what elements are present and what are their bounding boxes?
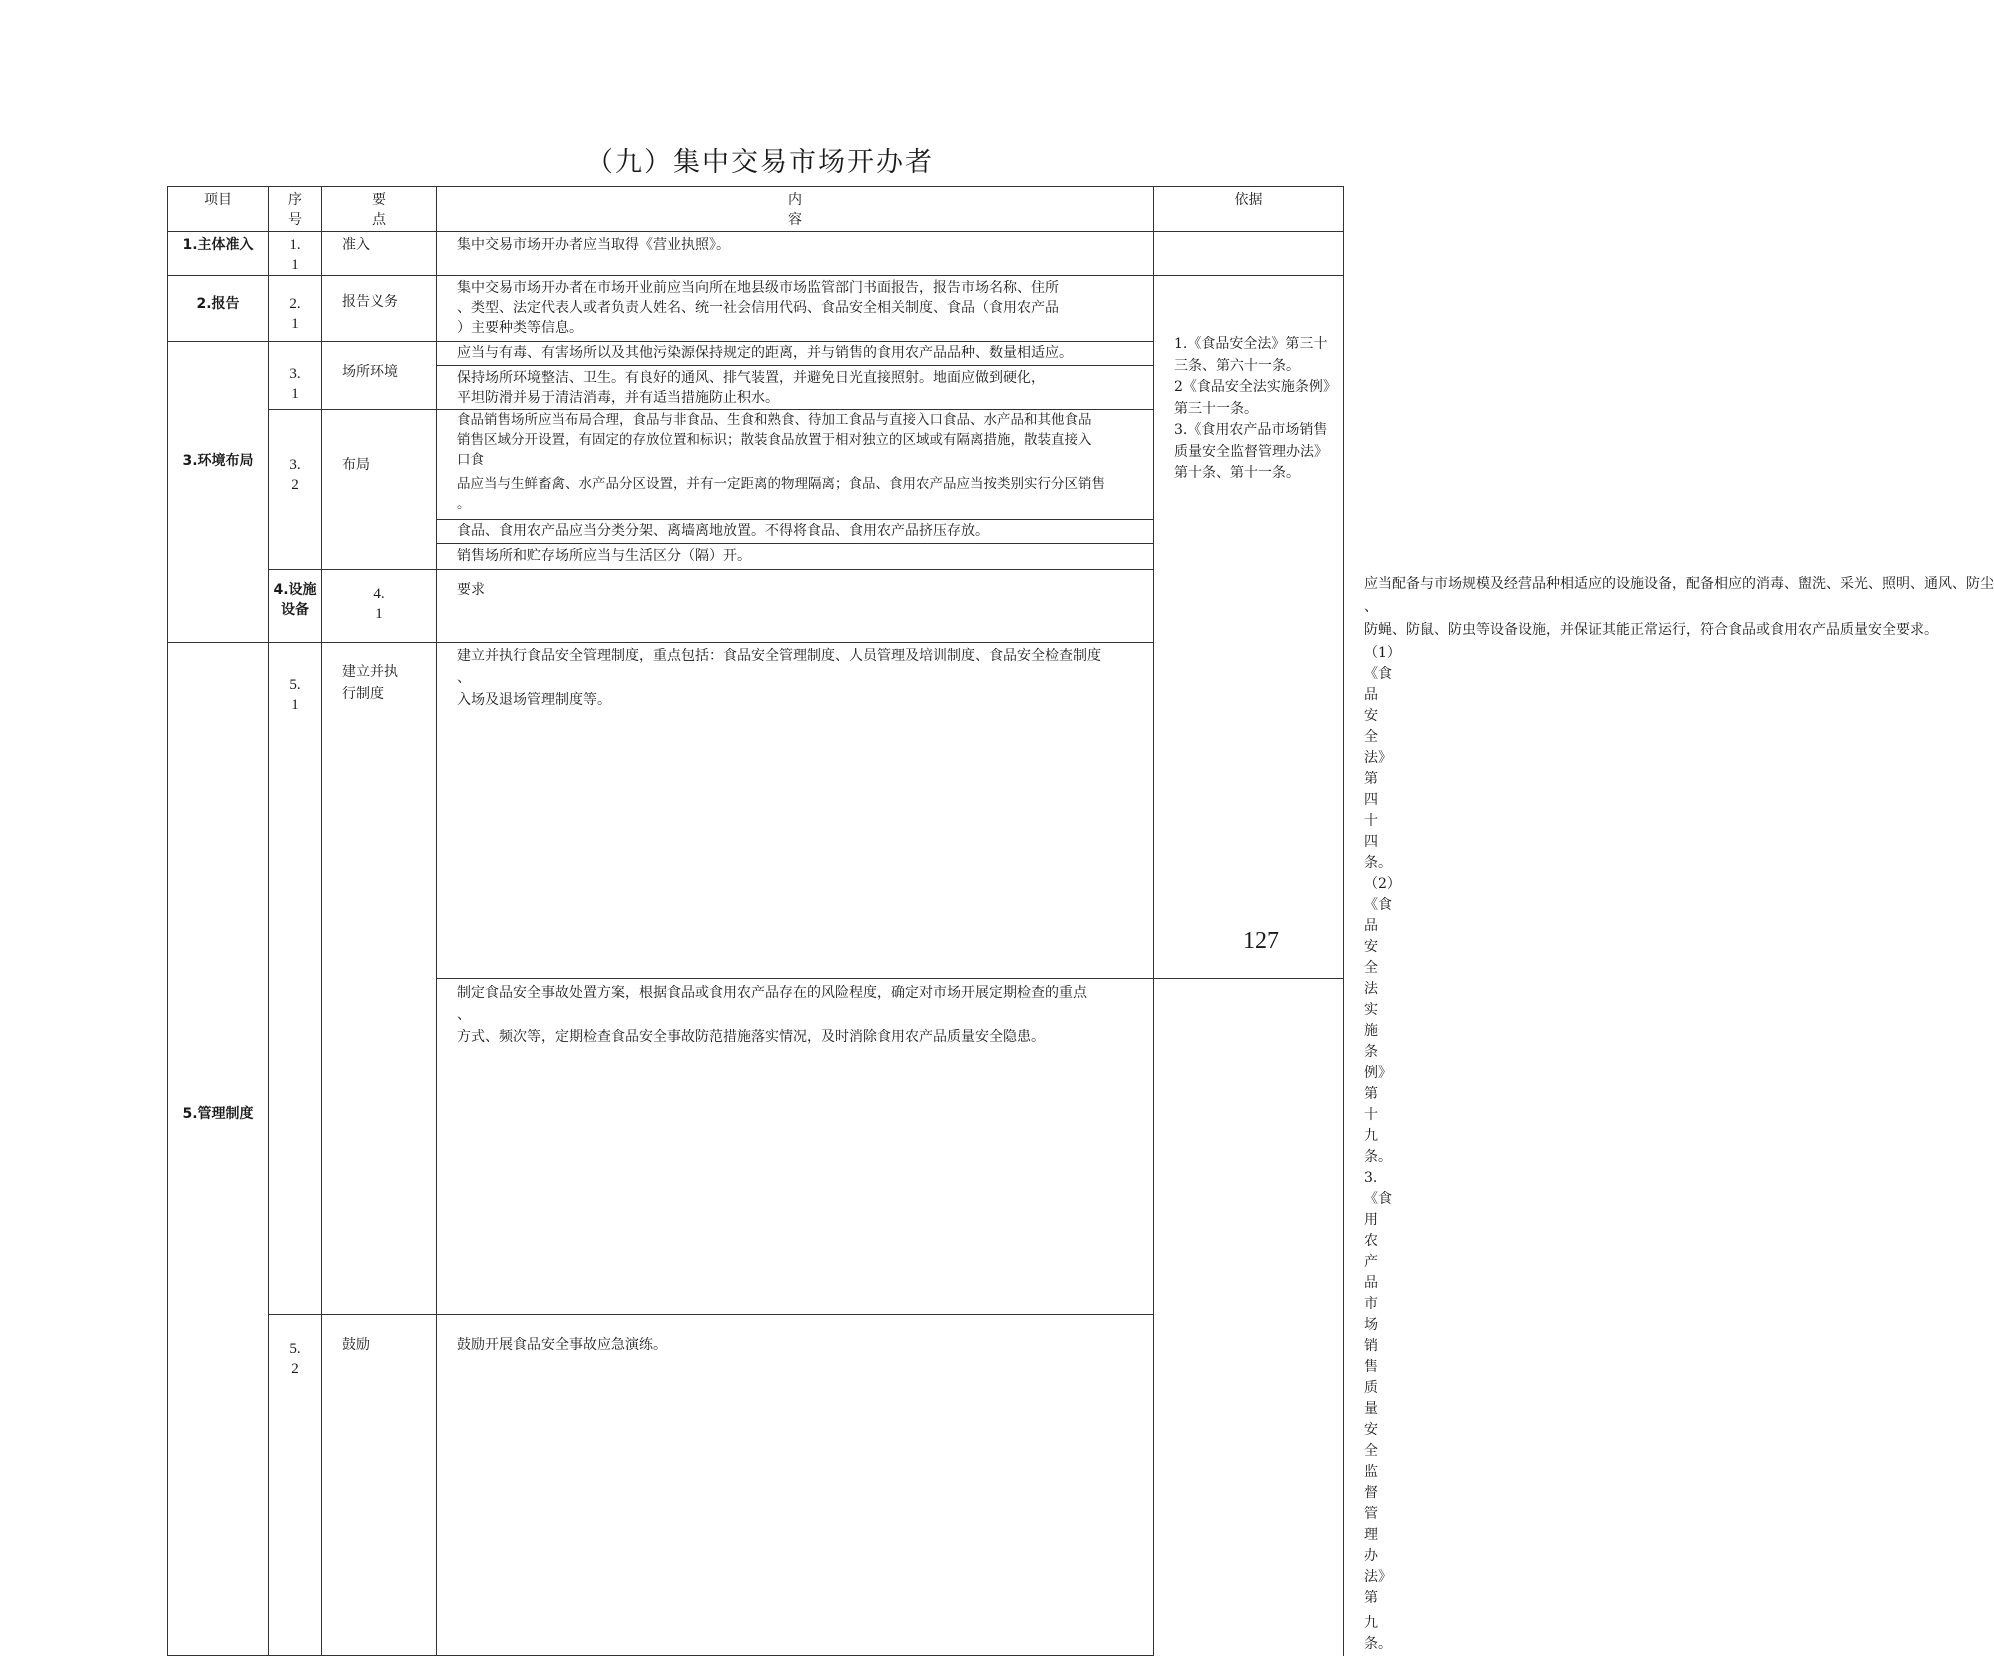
seq-number: 3. 1 — [269, 342, 322, 410]
table-header-row — [168, 187, 1344, 232]
requirements-table — [167, 186, 1994, 1656]
table-row: 4.设施设备 4. 1 要求 应当配备与市场规模及经营品种相适应的设施设备，配备相应的消毒、盥洗、采光、照明、通风、防尘 、 防蝇、防鼠、防虫等设备设施，并保证其能正常运行，符合食品或食用农产品质量安全要求。 — [168, 570, 1344, 643]
table-row: 5.管理制度 5. 1 建立并执 行制度 建立并执行食品安全管理制度，重点包括：食品安全管理制度、人员管理及培训制度、食品安全检查制度 、 入场及退场管理制度等。 （1） 《食品安全法》第四十四条。 （2） 《食品安全法实施条例》第十九条。 3.《食用农产品市场销售质量安全监督管理办法》第 九条。 — [168, 643, 1344, 979]
seq-number: 4. 1 — [322, 570, 437, 643]
seq-number: 5. 2 — [269, 1315, 322, 1656]
key-point: 布局 — [322, 410, 437, 570]
content-cell: 集中交易市场开办者应当取得《营业执照》。 — [437, 232, 1154, 276]
seq-number: 1. 1 — [269, 232, 322, 276]
basis-cell-empty — [1154, 232, 1344, 276]
header-basis: 依据 — [1154, 187, 1344, 232]
content-cell: 建立并执行食品安全管理制度，重点包括：食品安全管理制度、人员管理及培训制度、食品安全检查制度 、 入场及退场管理制度等。 — [437, 643, 1154, 979]
content-cell: 鼓励开展食品安全事故应急演练。 — [437, 1315, 1154, 1656]
section-label: 3.环境布局 — [168, 342, 269, 643]
content-cell: 销售场所和贮存场所应当与生活区分（隔）开。 — [437, 544, 1154, 570]
header-seq: 序 号 — [269, 187, 322, 232]
header-point: 要 点 — [322, 187, 437, 232]
key-point: 准入 — [322, 232, 437, 276]
page-number: 127 — [1243, 928, 1279, 954]
table-row — [168, 276, 1344, 342]
section-label: 1.主体准入 — [168, 232, 269, 276]
seq-number: 2. 1 — [269, 276, 322, 342]
key-point: 建立并执 行制度 — [322, 643, 437, 1315]
content-cell: 保持场所环境整洁、卫生。有良好的通风、排气装置，并避免日光直接照射。地面应做到硬化， 平坦防滑并易于清洁消毒，并有适当措施防止积水。 — [437, 366, 1154, 410]
content-cell: 制定食品安全事故处置方案，根据食品或食用农产品存在的风险程度，确定对市场开展定期检查的重点 、 方式、频次等，定期检查食品安全事故防范措施落实情况，及时消除食用农产品质量安全隐患。 — [437, 979, 1154, 1315]
section-label: 5.管理制度 — [168, 643, 269, 1656]
content-cell: 应当与有毒、有害场所以及其他污染源保持规定的距离，并与销售的食用农产品品种、数量相适应。 — [437, 342, 1154, 366]
page-title: （九）集中交易市场开办者 — [586, 147, 934, 178]
section-label: 2.报告 — [168, 276, 269, 342]
key-point: 鼓励 — [322, 1315, 437, 1656]
header-item: 项目 — [168, 187, 269, 232]
content-cell: 食品销售场所应当布局合理，食品与非食品、生食和熟食、待加工食品与直接入口食品、水产品和其他食品 销售区域分开设置，有固定的存放位置和标识；散装食品放置于相对独立的区域或有隔离措施，散装直接入 口食 品应当与生鲜畜禽、水产品分区设置，并有一定距离的物理隔离；食品、食用农产品应当按类别实行分区销售 。 — [437, 410, 1154, 520]
table-row — [168, 232, 1344, 276]
content-cell: 集中交易市场开办者在市场开业前应当向所在地县级市场监管部门书面报告，报告市场名称、住所 、类型、法定代表人或者负责人姓名、统一社会信用代码、食品安全相关制度、食品（食用农产品 ）主要种类等信息。 — [437, 276, 1154, 342]
section-label: 4.设施设备 — [269, 570, 322, 643]
basis-cell: 1.《食品安全法》第三十三条、第六十一条。 2《食品安全法实施条例》第三十一条。 3.《食用农产品市场销售质量安全监督管理办法》第十条、第十一条。 — [1154, 276, 1344, 979]
key-point: 场所环境 — [322, 342, 437, 410]
seq-number: 3. 2 — [269, 410, 322, 570]
content-cell: 食品、食用农产品应当分类分架、离墙离地放置。不得将食品、食用农产品挤压存放。 — [437, 520, 1154, 544]
header-content: 内 容 — [437, 187, 1154, 232]
key-point: 要求 — [437, 570, 1154, 643]
seq-number: 5. 1 — [269, 643, 322, 1315]
table-row — [168, 1315, 1344, 1656]
key-point: 报告义务 — [322, 276, 437, 342]
